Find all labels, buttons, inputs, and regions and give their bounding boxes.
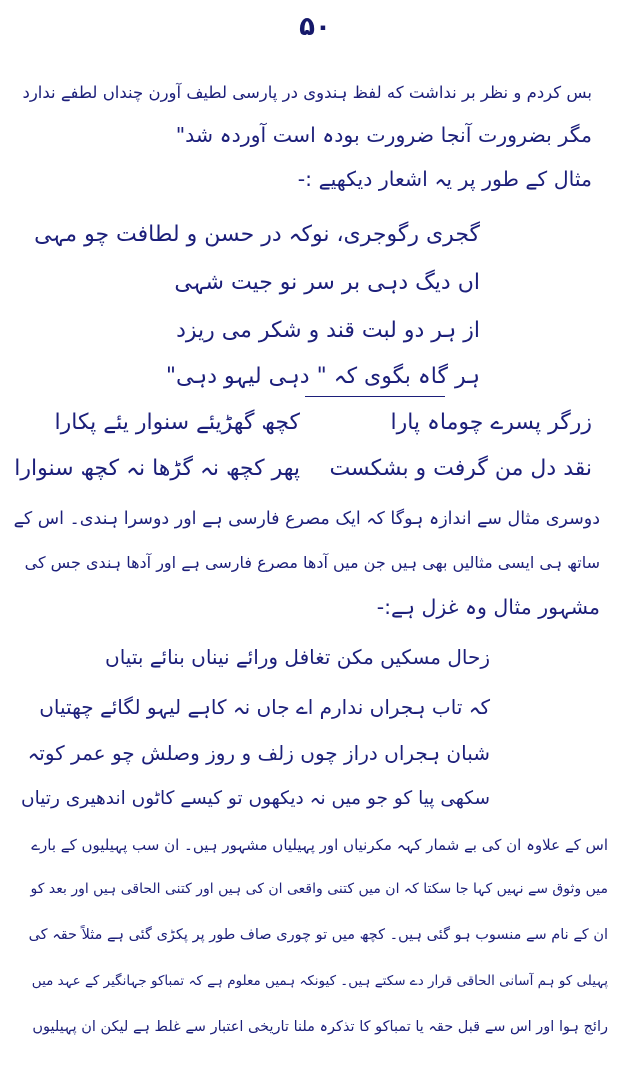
intro-line-1: بس کردم و نظر بر نداشت که لفظ ہندوی در پارسی لطیف آورن چنداں لطفے ندارد bbox=[22, 83, 592, 102]
verse-underline bbox=[305, 396, 445, 397]
persian-verse-4: ہر گاہ بگوی کہ " دہی لیہو دہی" bbox=[165, 364, 480, 389]
closing-line-3: ان کے نام سے منسوب ہو گئی ہیں۔ کچھ میں تو چوری صاف طور پر پکڑی گئی ہے مثلاً حقہ کی bbox=[28, 927, 608, 943]
couplet-2-left-half: پھر کچھ نہ گڑھا نہ کچھ سنوارا bbox=[14, 456, 300, 481]
closing-line-2: میں وثوق سے نہیں کہا جا سکتا کہ ان میں کتنی واقعی ان کی ہیں اور کتنی الحاقی ہیں اور بعد کو bbox=[30, 881, 608, 897]
intro-line-2: مگر بضرورت آنجا ضرورت بودہ است آوردہ شد" bbox=[175, 123, 592, 147]
ghazal-line-2: کہ تاب ہجراں ندارم اے جاں نہ کاہے لیہو لگائے چھتیاں bbox=[39, 695, 490, 719]
closing-line-5: رائج ہوا اور اس سے قبل حقہ یا تمباکو کا تذکرہ ملنا تاریخی اعتبار سے غلط ہے لیکن ان پہیلیوں bbox=[32, 1019, 608, 1035]
couplet-1-right-half: زرگر پسرے چوماہ پارا bbox=[390, 410, 592, 435]
ghazal-line-3: شبان ہجراں دراز چوں زلف و روز وصلش چو عمر کوتہ bbox=[27, 741, 490, 765]
ghazal-line-4: سکھی پیا کو جو میں نہ دیکھوں تو کیسے کاٹوں اندھیری رتیاں bbox=[20, 788, 490, 809]
ghazal-line-1: زحال مسکیں مکن تغافل ورائے نیناں بنائے بتیاں bbox=[105, 645, 490, 669]
couplet-1-left-half: کچھ گھڑیئے سنوار یئے پکارا bbox=[54, 410, 300, 435]
closing-line-4: پہیلی کو ہم آسانی الحاقی قرار دے سکتے ہیں۔ کیونکہ ہمیں معلوم ہے کہ تمباکو جہانگیر کے عہد میں bbox=[31, 973, 608, 989]
persian-verse-2: اں دیگ دہی بر سر نو جیت شہی bbox=[174, 270, 480, 295]
middle-line-3: مشہور مثال وہ غزل ہے:- bbox=[376, 595, 600, 619]
persian-verse-1: گجری رگوجری، نوکہ در حسن و لطافت چو مہی bbox=[34, 222, 480, 247]
intro-line-3: مثال کے طور پر یہ اشعار دیکھیے :- bbox=[297, 167, 592, 191]
closing-line-1: اس کے علاوہ ان کی بے شمار کہہ مکرنیاں اور پہیلیاں مشہور ہیں۔ ان سب پہیلیوں کے بارے bbox=[31, 836, 608, 854]
page-number: ۵۰ bbox=[299, 12, 331, 42]
middle-line-2: ساتھ ہی ایسی مثالیں بھی ہیں جن میں آدھا مصرع فارسی ہے اور آدھا ہندی جس کی bbox=[24, 553, 600, 572]
persian-verse-3: از ہر دو لبت قند و شکر می ریزد bbox=[176, 318, 480, 343]
middle-line-1: دوسری مثال سے اندازہ ہوگا کہ ایک مصرع فارسی ہے اور دوسرا ہندی۔ اس کے bbox=[13, 509, 600, 529]
couplet-2-right-half: نقد دل من گرفت و بشکست bbox=[329, 456, 592, 481]
